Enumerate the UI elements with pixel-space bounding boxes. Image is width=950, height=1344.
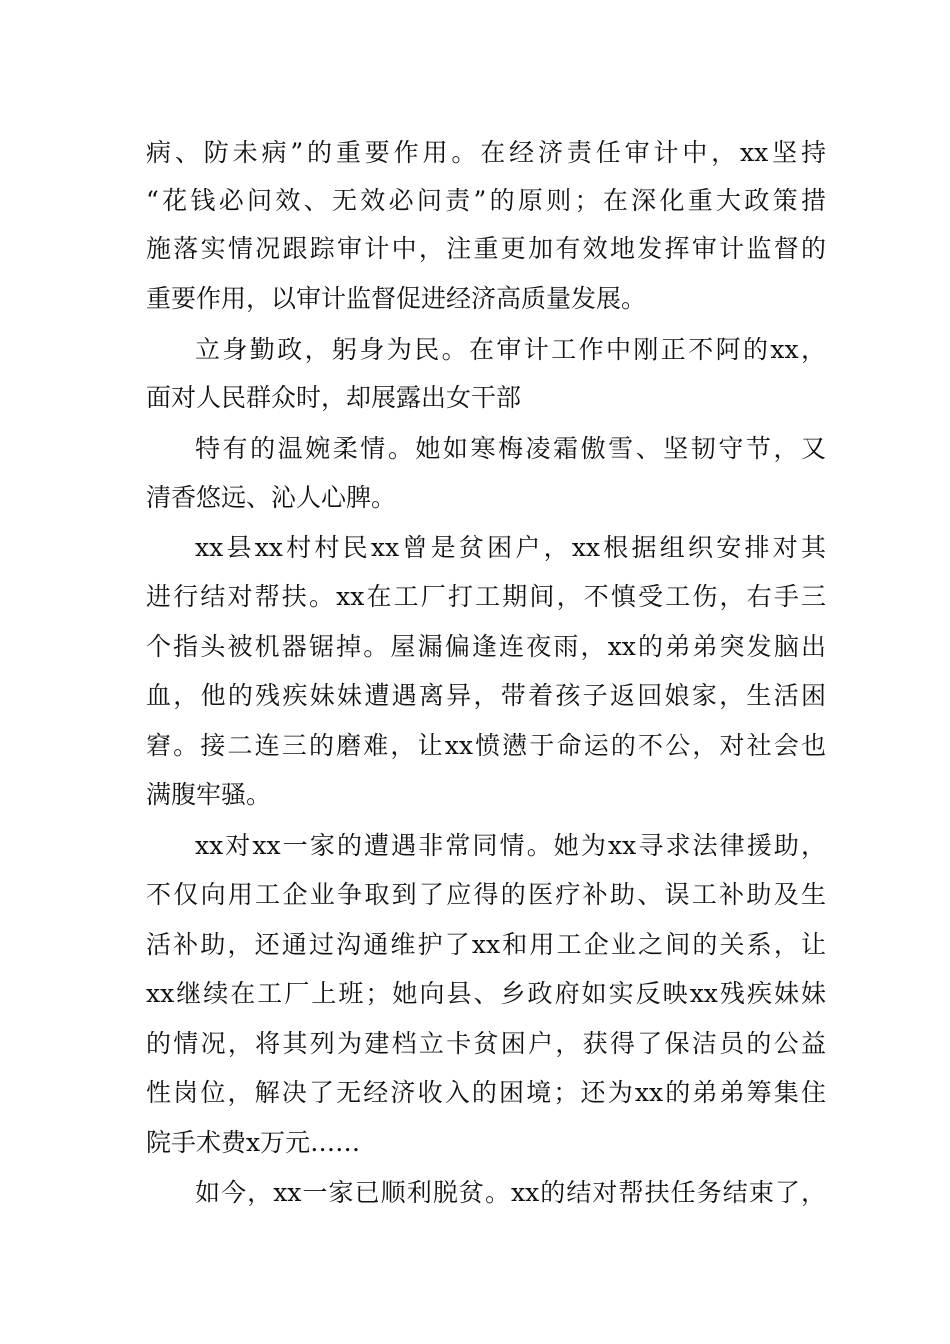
paragraph-3-line-2: 清香悠远、沁人心脾。 (146, 483, 397, 512)
paragraph-5-line-7: 院手术费x万元…… (146, 1128, 361, 1157)
paragraph-5-line-2: 不仅向用工企业争取到了应得的医疗补助、误工补助及生 (146, 880, 826, 909)
paragraph-4-line-4: 血，他的残疾妹妹遭遇离异，带着孩子返回娘家，生活困 (146, 681, 826, 710)
paragraph-1-line-1: 病、防未病”的重要作用。在经济责任审计中，xx坚持 (146, 138, 826, 167)
paragraph-5-line-6: 性岗位，解决了无经济收入的困境；还为xx的弟弟筹集住 (146, 1078, 826, 1107)
paragraph-4-line-5: 窘。接二连三的磨难，让xx愤懑于命运的不公，对社会也 (146, 731, 826, 760)
paragraph-1-line-4: 重要作用，以审计监督促进经济高质量发展。 (146, 284, 647, 313)
paragraph-5-line-3: 活补助，还通过沟通维护了xx和用工企业之间的关系，让 (146, 930, 826, 959)
paragraph-5-line-1: xx对xx一家的遭遇非常同情。她为xx寻求法律援助， (195, 831, 826, 860)
paragraph-4-line-3: 个指头被机器锯掉。屋漏偏逢连夜雨，xx的弟弟突发脑出 (146, 632, 826, 661)
paragraph-2-line-2: 面对人民群众时，却展露出女干部 (146, 383, 522, 412)
paragraph-2-line-1: 立身勤政，躬身为民。在审计工作中刚正不阿的xx， (195, 335, 826, 364)
paragraph-5-line-4: xx继续在工厂上班；她向县、乡政府如实反映xx残疾妹妹 (146, 979, 826, 1008)
paragraph-5-line-5: 的情况，将其列为建档立卡贫困户，获得了保洁员的公益 (146, 1029, 826, 1058)
paragraph-1-line-2: “花钱必问效、无效必问责”的原则；在深化重大政策措 (146, 186, 826, 215)
paragraph-1-line-3: 施落实情况跟踪审计中，注重更加有效地发挥审计监督的 (146, 234, 826, 263)
paragraph-3-line-1: 特有的温婉柔情。她如寒梅凌霜傲雪、坚韧守节，又 (195, 434, 826, 463)
paragraph-4-line-1: xx县xx村村民xx曾是贫困户，xx根据组织安排对其 (195, 533, 826, 562)
paragraph-6-line-1: 如今，xx一家已顺利脱贫。xx的结对帮扶任务结束了， (195, 1178, 826, 1207)
paragraph-4-line-2: 进行结对帮扶。xx在工厂打工期间，不慎受工伤，右手三 (146, 582, 826, 611)
paragraph-4-line-6: 满腹牢骚。 (146, 780, 272, 809)
